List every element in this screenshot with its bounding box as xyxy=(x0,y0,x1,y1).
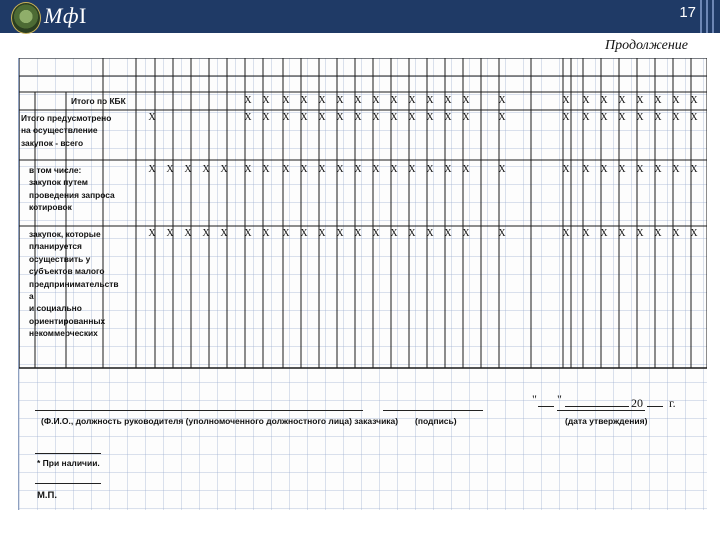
x-mark: X xyxy=(354,95,362,106)
x-mark: X xyxy=(600,112,608,123)
x-mark: X xyxy=(148,228,156,239)
x-mark: X xyxy=(672,228,680,239)
x-mark: X xyxy=(654,164,662,175)
x-mark: X xyxy=(562,95,570,106)
x-mark: X xyxy=(166,164,174,175)
emblem-icon xyxy=(11,2,41,34)
x-mark: X xyxy=(318,95,326,106)
x-mark: X xyxy=(672,164,680,175)
x-mark: X xyxy=(220,164,228,175)
x-mark: X xyxy=(354,112,362,123)
x-mark: X xyxy=(690,228,698,239)
x-mark: X xyxy=(408,164,416,175)
x-mark: X xyxy=(498,95,506,106)
date-line xyxy=(557,410,645,411)
x-mark: X xyxy=(202,164,210,175)
date-open-quote: " xyxy=(532,392,537,406)
x-mark: X xyxy=(262,112,270,123)
x-mark: X xyxy=(202,228,210,239)
x-mark: X xyxy=(498,164,506,175)
x-mark: X xyxy=(690,164,698,175)
x-mark: X xyxy=(318,164,326,175)
x-mark: X xyxy=(372,164,380,175)
title-bar-stripe xyxy=(706,0,708,33)
x-mark: X xyxy=(582,112,590,123)
x-mark: X xyxy=(390,112,398,123)
x-mark: X xyxy=(498,228,506,239)
x-mark: X xyxy=(636,95,644,106)
x-mark: X xyxy=(672,95,680,106)
table-grid xyxy=(19,58,707,388)
x-mark: X xyxy=(654,112,662,123)
x-mark: X xyxy=(244,164,252,175)
x-mark: X xyxy=(444,164,452,175)
x-mark: X xyxy=(244,228,252,239)
x-mark: X xyxy=(444,95,452,106)
x-mark: X xyxy=(372,112,380,123)
x-mark: X xyxy=(300,228,308,239)
row-label-quotation xyxy=(29,164,115,214)
fio-line xyxy=(35,410,363,411)
x-mark: X xyxy=(636,164,644,175)
row-label-line: закупок - всего xyxy=(21,137,84,148)
x-mark: X xyxy=(618,228,626,239)
x-mark: X xyxy=(426,112,434,123)
x-mark: X xyxy=(184,228,192,239)
row-label-line: котировок xyxy=(29,202,72,213)
x-mark: X xyxy=(426,228,434,239)
x-mark: X xyxy=(372,95,380,106)
stamp-label: М.П. xyxy=(37,490,58,501)
x-mark: X xyxy=(262,164,270,175)
x-mark: X xyxy=(654,95,662,106)
row-label-line: субъектов малого xyxy=(29,266,105,277)
x-mark: X xyxy=(462,164,470,175)
continuation-label: Продолжение xyxy=(605,38,688,53)
x-mark: X xyxy=(220,228,228,239)
x-mark: X xyxy=(690,112,698,123)
row-label-line: закупок, которые xyxy=(29,229,101,239)
sign-label: (подпись) xyxy=(415,416,457,426)
row-label-line: на осуществление xyxy=(21,125,98,136)
x-mark: X xyxy=(148,164,156,175)
x-mark: X xyxy=(654,228,662,239)
x-mark: X xyxy=(282,228,290,239)
sign-line xyxy=(383,410,483,411)
x-mark: X xyxy=(300,112,308,123)
x-mark: X xyxy=(690,95,698,106)
x-mark: X xyxy=(390,228,398,239)
x-mark: X xyxy=(282,164,290,175)
x-mark: X xyxy=(244,112,252,123)
x-mark: X xyxy=(462,228,470,239)
x-mark: X xyxy=(562,228,570,239)
x-mark: X xyxy=(562,112,570,123)
x-mark: X xyxy=(672,112,680,123)
footnote: * При наличии. xyxy=(37,458,100,468)
x-mark: X xyxy=(462,112,470,123)
day-line xyxy=(538,406,554,407)
x-mark: X xyxy=(354,228,362,239)
x-mark: X xyxy=(636,228,644,239)
year-suffix: г. xyxy=(669,396,676,410)
x-mark: X xyxy=(582,228,590,239)
x-mark: X xyxy=(148,112,156,123)
row-label-total-planned xyxy=(21,112,111,149)
x-mark: X xyxy=(562,164,570,175)
x-mark: X xyxy=(336,95,344,106)
row-label-line: проведения запроса xyxy=(29,189,115,200)
row-label-line: ориентированных xyxy=(29,315,106,326)
x-mark: X xyxy=(582,164,590,175)
x-mark: X xyxy=(244,95,252,106)
x-mark: X xyxy=(390,95,398,106)
row-label-line: планируется xyxy=(29,241,82,252)
x-mark: X xyxy=(498,112,506,123)
row-label-line: осуществить у xyxy=(29,253,91,264)
stamp-line xyxy=(35,483,101,484)
x-mark: X xyxy=(618,95,626,106)
row-label-line: предпринимательств xyxy=(29,278,119,289)
fio-label: (Ф.И.О., должность руководителя (уполномоченного должностного лица) заказчика) xyxy=(41,416,399,426)
x-mark: X xyxy=(408,228,416,239)
month-line xyxy=(565,406,629,407)
x-mark: X xyxy=(262,95,270,106)
title-bar-stripe xyxy=(712,0,714,33)
scanned-form xyxy=(18,58,707,510)
x-mark: X xyxy=(426,164,434,175)
x-mark: X xyxy=(462,95,470,106)
x-mark: X xyxy=(600,164,608,175)
x-mark: X xyxy=(336,112,344,123)
x-mark: X xyxy=(636,112,644,123)
row-label-line: а xyxy=(29,291,34,302)
title-bar-stripe xyxy=(700,0,702,33)
page-number: 17 xyxy=(679,4,696,21)
brand-logo: МфI xyxy=(44,3,87,28)
row-label-line: некоммерческих xyxy=(29,328,98,339)
x-mark: X xyxy=(262,228,270,239)
footnote-line xyxy=(35,453,101,454)
row-label-line: закупок путем xyxy=(29,177,88,188)
x-mark: X xyxy=(408,112,416,123)
x-mark: X xyxy=(184,164,192,175)
x-mark: X xyxy=(600,95,608,106)
title-bar xyxy=(0,0,720,33)
x-mark: X xyxy=(336,164,344,175)
x-mark: X xyxy=(582,95,590,106)
x-mark: X xyxy=(444,228,452,239)
x-mark: X xyxy=(618,112,626,123)
date-close-quote: " xyxy=(557,392,562,406)
x-mark: X xyxy=(372,228,380,239)
year-line xyxy=(647,406,663,407)
x-mark: X xyxy=(336,228,344,239)
x-mark: X xyxy=(426,95,434,106)
x-mark: X xyxy=(444,112,452,123)
x-mark: X xyxy=(408,95,416,106)
row-label-line: в том числе: xyxy=(29,165,82,175)
x-mark: X xyxy=(354,164,362,175)
x-mark: X xyxy=(300,164,308,175)
date-label: (дата утверждения) xyxy=(565,416,648,426)
row-label-small-business xyxy=(29,228,119,340)
x-mark: X xyxy=(318,228,326,239)
row-label-line: Итого предусмотрено xyxy=(21,113,112,123)
total-kbk-label: Итого по КБК xyxy=(71,96,126,106)
x-mark: X xyxy=(618,164,626,175)
x-mark: X xyxy=(282,95,290,106)
year-prefix: 20 xyxy=(631,396,643,410)
x-mark: X xyxy=(600,228,608,239)
x-mark: X xyxy=(390,164,398,175)
x-mark: X xyxy=(166,228,174,239)
x-mark: X xyxy=(282,112,290,123)
x-mark: X xyxy=(318,112,326,123)
x-mark: X xyxy=(300,95,308,106)
row-label-line: и социально xyxy=(29,303,82,314)
